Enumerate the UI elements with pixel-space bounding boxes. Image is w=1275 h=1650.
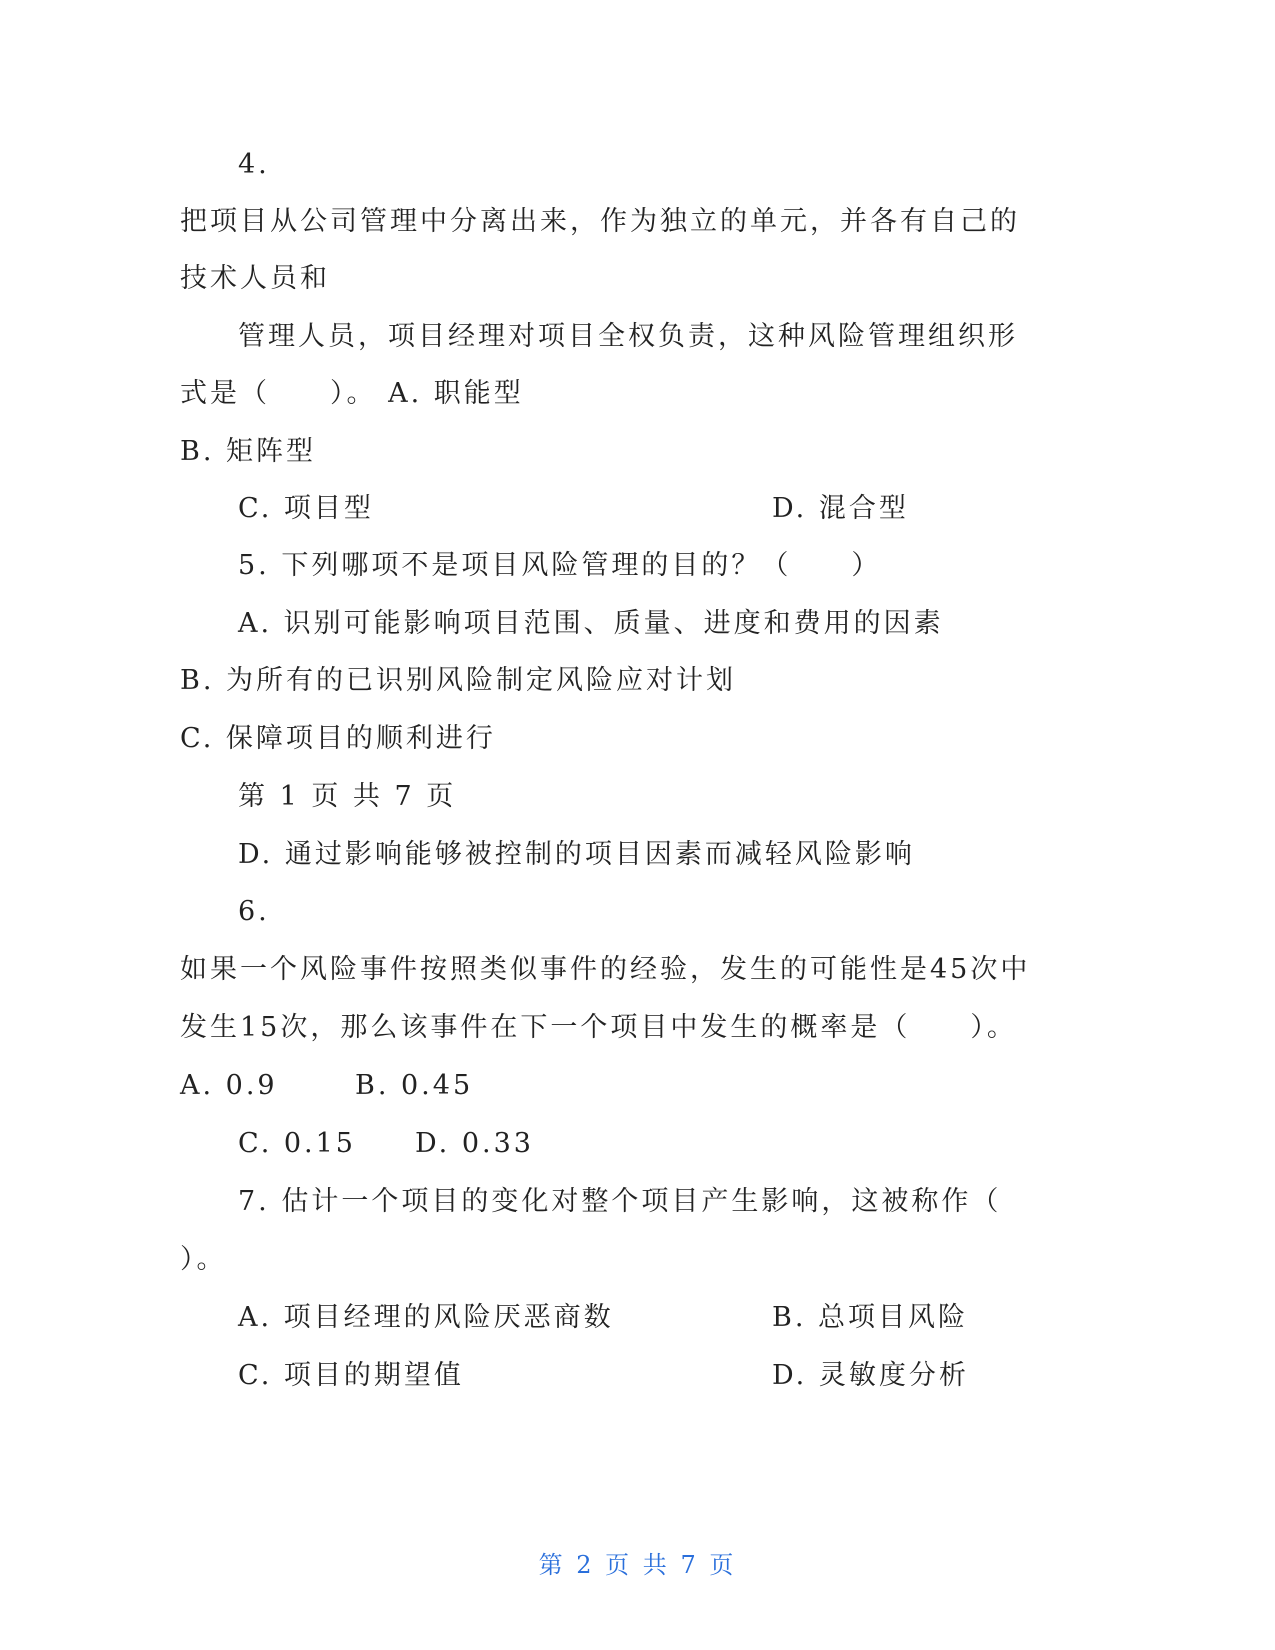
question-6-option-b: B. 0.45: [355, 1070, 474, 1101]
question-4-option-c: C. 项目型: [238, 493, 374, 524]
question-6-text-line-2: 发生15次，那么该事件在下一个项目中发生的概率是（ ）。: [180, 1012, 1017, 1043]
question-5-option-b: B. 为所有的已识别风险制定风险应对计划: [180, 665, 737, 696]
question-6-option-c: C. 0.15: [238, 1128, 356, 1159]
question-7-text-line-1: 7. 估计一个项目的变化对整个项目产生影响，这被称作（: [238, 1186, 1002, 1217]
question-5-option-c: C. 保障项目的顺利进行: [180, 723, 496, 754]
page-footer: 第 2 页 共 7 页: [538, 1551, 737, 1579]
question-5-option-a: A. 识别可能影响项目范围、质量、进度和费用的因素: [238, 608, 944, 639]
question-4-option-d: D. 混合型: [772, 493, 909, 524]
question-4-text-line-2: 技术人员和: [180, 263, 330, 294]
question-6-option-a: A. 0.9: [180, 1070, 278, 1101]
question-6-text-line-1: 如果一个风险事件按照类似事件的经验，发生的可能性是45次中: [180, 954, 1031, 985]
question-6-option-d: D. 0.33: [415, 1128, 534, 1159]
question-6-number: 6.: [238, 896, 270, 927]
question-7-option-d: D. 灵敏度分析: [772, 1360, 969, 1391]
question-4-text-line-4: 式是（ ）。 A. 职能型: [180, 378, 524, 409]
question-5-option-d: D. 通过影响能够被控制的项目因素而减轻风险影响: [238, 839, 915, 870]
question-4-option-b: B. 矩阵型: [180, 436, 317, 467]
question-7-option-b: B. 总项目风险: [772, 1302, 969, 1333]
inline-page-label: 第 1 页 共 7 页: [238, 781, 457, 812]
question-4-text-line-3: 管理人员，项目经理对项目全权负责，这种风险管理组织形: [238, 321, 1018, 352]
question-7-text-line-2: ）。: [180, 1244, 227, 1275]
question-5-text: 5. 下列哪项不是项目风险管理的目的？（ ）: [238, 550, 882, 581]
question-7-option-c: C. 项目的期望值: [238, 1360, 464, 1391]
question-4-number: 4.: [238, 149, 270, 180]
question-7-option-a: A. 项目经理的风险厌恶商数: [238, 1302, 614, 1333]
question-4-text-line-1: 把项目从公司管理中分离出来，作为独立的单元，并各有自己的: [180, 206, 1020, 237]
